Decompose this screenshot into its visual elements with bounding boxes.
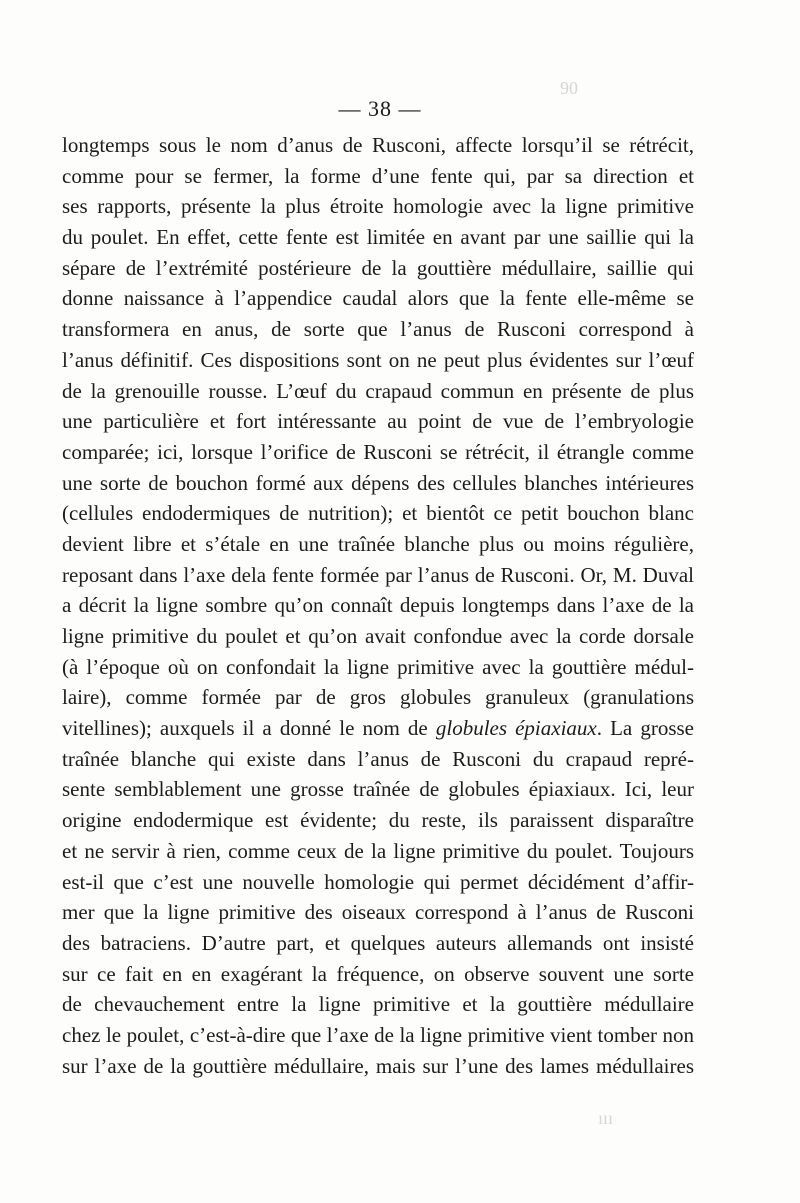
- text-line: chez le poulet, c’est-à-dire que l’axe de la ligne primitive vient tomber non: [62, 1022, 694, 1047]
- text-line: transformera en anus, de sorte que l’anus de Rusconi correspond à: [62, 317, 694, 342]
- text-line: origine endodermique est évidente; du reste, ils paraissent disparaître: [62, 808, 694, 833]
- italic-term: globules épiaxiaux: [435, 716, 597, 741]
- text-line: ses rapports, présente la plus étroite homologie avec la ligne primitive: [62, 194, 694, 219]
- bleed-through-mark: ııı: [598, 1108, 614, 1128]
- text-line: donne naissance à l’appendice caudal alors que la fente elle-même se: [62, 286, 694, 311]
- text-line: l’anus définitif. Ces dispositions sont on ne peut plus évidentes sur l’œuf: [62, 347, 694, 372]
- text-line: et ne servir à rien, comme ceux de la ligne primitive du poulet. Toujours: [62, 838, 694, 863]
- text-line: (à l’époque où on confondait la ligne primitive avec la gouttière médul-: [62, 654, 694, 679]
- text-line: reposant dans l’axe dela fente formée par l’anus de Rusconi. Or, M. Duval: [62, 562, 694, 587]
- text-line: sépare de l’extrémité postérieure de la gouttière médullaire, saillie qui: [62, 255, 694, 280]
- text-line: laire), comme formée par de gros globules granuleux (granulations: [62, 685, 694, 710]
- text-line: (cellules endodermiques de nutrition); et bientôt ce petit bouchon blanc: [62, 501, 694, 526]
- text-line: de la grenouille rousse. L’œuf du crapaud commun en présente de plus: [62, 378, 694, 403]
- text-segment: . La grosse: [596, 716, 694, 741]
- text-line: comparée; ici, lorsque l’orifice de Rusconi se rétrécit, il étrangle comme: [62, 439, 694, 464]
- text-line: ligne primitive du poulet et qu’on avait confondue avec la corde dorsale: [62, 624, 694, 648]
- text-line: traînée blanche qui existe dans l’anus de Rusconi du crapaud repré-: [62, 746, 694, 771]
- text-line: a décrit la ligne sombre qu’on connaît depuis longtemps dans l’axe de la: [62, 593, 694, 618]
- text-line: est-il que c’est une nouvelle homologie qui permet décidément d’affir-: [62, 869, 694, 894]
- text-line: mer que la ligne primitive des oiseaux correspond à l’anus de Rusconi: [62, 900, 694, 925]
- text-line: de chevauchement entre la ligne primitive et la gouttière médullaire: [62, 992, 694, 1017]
- text-line: sur ce fait en en exagérant la fréquence, on observe souvent une sorte: [62, 961, 694, 986]
- body-paragraph: [62, 130, 694, 1081]
- text-line: une particulière et fort intéressante au point de vue de l’embryologie: [62, 409, 694, 434]
- page-number: — 38 —: [338, 96, 422, 121]
- text-line: sente semblablement une grosse traînée de globules épiaxiaux. Ici, leur: [62, 777, 694, 802]
- text-line: longtemps sous le nom d’anus de Rusconi, affecte lorsqu’il se rétrécit,: [62, 133, 694, 157]
- text-segment: vitellines); auxquels il a donné le nom de: [62, 716, 436, 741]
- text-line: du poulet. En effet, cette fente est limitée en avant par une saillie qui la: [62, 225, 694, 250]
- bleed-through-mark: 90: [560, 78, 578, 98]
- text-line: des batraciens. D’autre part, et quelques auteurs allemands ont insisté: [62, 930, 694, 955]
- text-line: comme pour se fermer, la forme d’une fente qui, par sa direction et: [62, 163, 694, 188]
- text-line: sur l’axe de la gouttière médullaire, mais sur l’une des lames médullaires: [62, 1053, 694, 1078]
- text-line: une sorte de bouchon formé aux dépens des cellules blanches intérieures: [62, 470, 694, 495]
- text-line-with-italic: [62, 713, 694, 744]
- text-line: devient libre et s’étale en une traînée blanche plus ou moins régulière,: [62, 531, 694, 556]
